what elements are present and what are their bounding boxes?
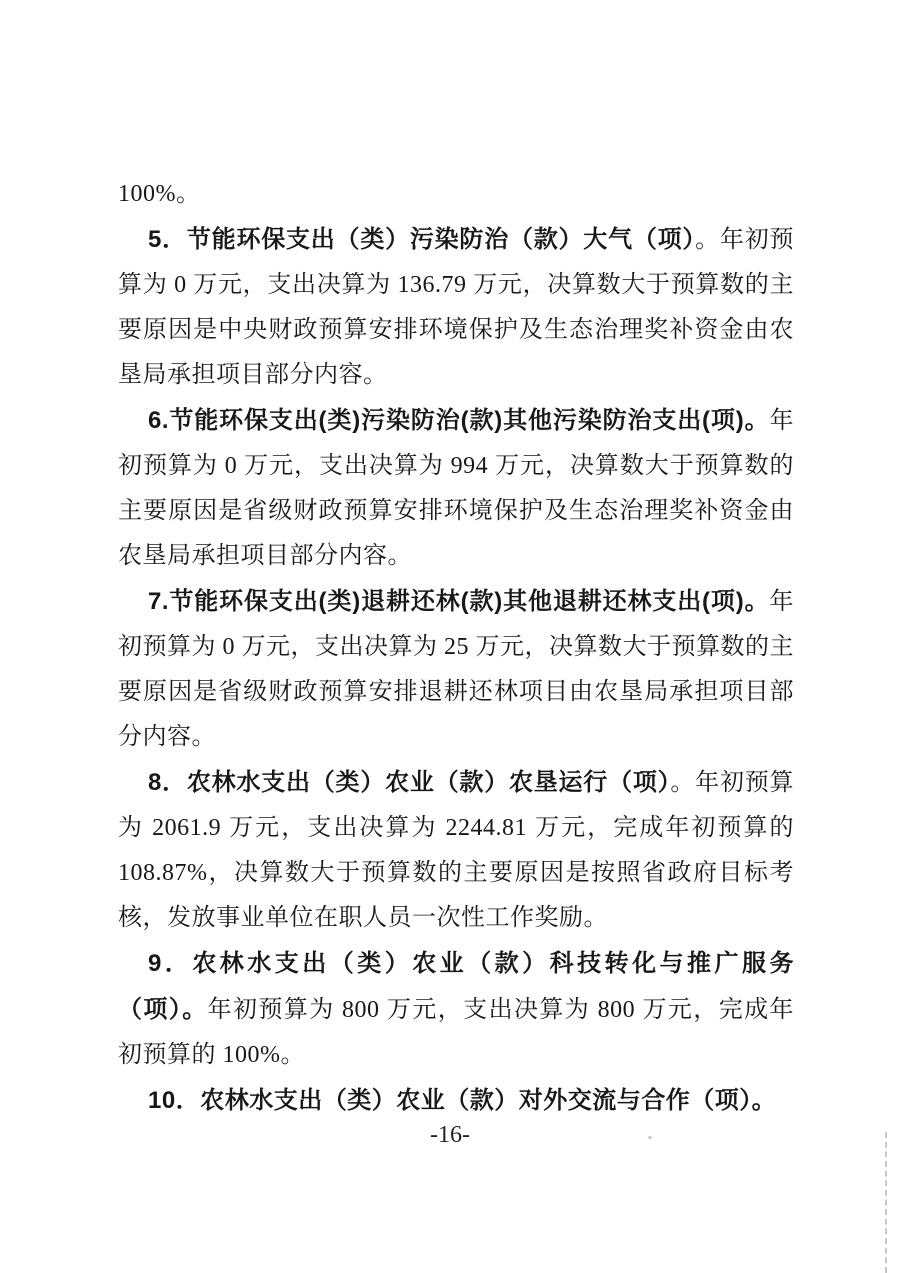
item-6-heading: 6.节能环保支出(类)污染防治(款)其他污染防治支出(项)。	[148, 407, 770, 434]
item-5-heading: 5．节能环保支出（类）污染防治（款）大气（项）	[148, 226, 696, 253]
paragraph-text: 100%。	[118, 181, 201, 207]
item-9-body: 年初预算为 800 万元，支出决算为 800 万元，完成年初预算的 100%。	[118, 997, 795, 1068]
item-6-body: 年初预算为 0 万元，支出决算为 994 万元，决算数大于预算数的主要原因是省级财政预算安排环境保护及生态治理奖补资金由农垦局承担项目部分内容。	[118, 408, 794, 569]
paragraph-item-10	[118, 1078, 794, 1124]
paragraph-item-8	[118, 760, 794, 941]
scan-artifact-speck	[648, 1136, 652, 1139]
page-number: -16-	[430, 1122, 470, 1148]
scan-artifact-dashed-line	[885, 1132, 887, 1273]
paragraph-item-6	[118, 398, 794, 579]
document-text	[118, 172, 794, 1124]
paragraph-item-5	[118, 217, 794, 398]
item-5-body: 。年初预算为 0 万元，支出决算为 136.79 万元，决算数大于预算数的主要原因是中央财政预算安排环境保护及生态治理奖补资金由农垦局承担项目部分内容。	[118, 227, 794, 388]
item-7-body: 年初预算为 0 万元，支出决算为 25 万元，决算数大于预算数的主要原因是省级财政预算安排退耕还林项目由农垦局承担项目部分内容。	[118, 589, 794, 750]
item-9-heading: 9．农林水支出（类）农业（款）科技转化与推广服务（项）。	[118, 950, 794, 1023]
item-8-heading: 8．农林水支出（类）农业（款）农垦运行（项）	[148, 769, 671, 796]
item-7-heading: 7.节能环保支出(类)退耕还林(款)其他退耕还林支出(项)。	[148, 588, 770, 615]
paragraph-continuation	[118, 172, 794, 217]
paragraph-item-9	[118, 941, 794, 1078]
item-8-body: 。年初预算为 2061.9 万元，支出决算为 2244.81 万元，完成年初预算的 108.87%，决算数大于预算数的主要原因是按照省政府目标考核，发放事业单位在职人员一次性工作奖励。	[118, 770, 794, 931]
item-10-heading: 10．农林水支出（类）农业（款）对外交流与合作（项）。	[148, 1087, 777, 1114]
paragraph-item-7	[118, 579, 794, 760]
